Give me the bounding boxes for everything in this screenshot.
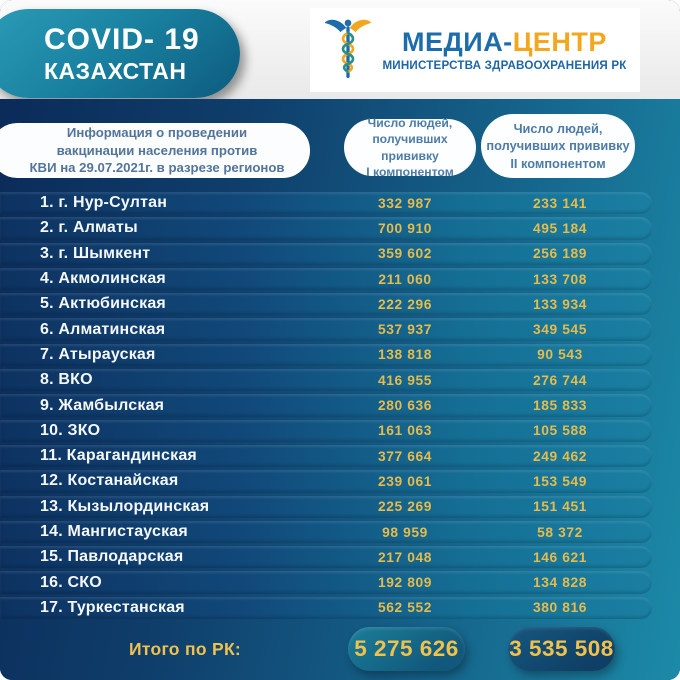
info-note-line3: КВИ на 29.07.2021г. в разрезе регионов xyxy=(29,160,285,176)
second-dose-value: 495 184 xyxy=(532,220,588,236)
total-second-value: 3 535 508 xyxy=(509,636,614,662)
first-dose-value: 416 955 xyxy=(377,372,433,388)
second-dose-value: 105 588 xyxy=(532,423,588,439)
second-dose-value: 58 372 xyxy=(537,524,583,540)
logo-text xyxy=(382,26,627,72)
table-row xyxy=(0,217,652,239)
second-dose-value: 185 833 xyxy=(532,398,588,414)
region-table xyxy=(0,192,680,619)
info-note-line1: Информация о проведении xyxy=(66,125,248,141)
region-name: 14. Мангистауская xyxy=(40,523,188,540)
covid-badge-title: COVID- 19 xyxy=(44,23,200,57)
region-name: 7. Атырауская xyxy=(40,345,156,363)
column-header-second-component xyxy=(481,114,635,178)
first-dose-value: 377 664 xyxy=(377,448,433,464)
second-dose-value: 233 141 xyxy=(532,195,588,211)
table-row xyxy=(0,521,652,543)
second-dose-value: 249 462 xyxy=(532,448,588,464)
table-body xyxy=(0,99,680,680)
first-dose-value: 332 987 xyxy=(377,195,433,211)
region-name: 5. Актюбинская xyxy=(40,295,166,313)
table-row xyxy=(0,344,652,366)
first-dose-value: 562 552 xyxy=(377,600,433,616)
logo-title-orange: ЦЕНТР xyxy=(512,26,607,57)
second-dose-value: 153 549 xyxy=(532,473,588,489)
second-dose-value: 380 816 xyxy=(532,600,588,616)
second-dose-value: 90 543 xyxy=(537,347,583,363)
first-dose-value: 138 818 xyxy=(377,347,433,363)
first-dose-value: 239 061 xyxy=(377,473,433,489)
region-name: 10. ЗКО xyxy=(40,421,101,439)
region-name: 3. г. Шымкент xyxy=(40,244,151,262)
first-dose-value: 211 060 xyxy=(378,271,432,287)
region-name: 15. Павлодарская xyxy=(40,548,184,566)
first-dose-value: 537 937 xyxy=(377,322,433,338)
logo-title xyxy=(402,26,607,57)
col2-line3: II компонентом xyxy=(510,155,606,171)
table-row xyxy=(0,597,652,619)
table-row xyxy=(0,420,652,442)
info-note-line2: вакцинации населения против xyxy=(56,142,258,158)
region-name: 16. СКО xyxy=(40,573,102,591)
table-row xyxy=(0,268,652,290)
covid-badge xyxy=(0,9,240,98)
table-row xyxy=(0,243,652,265)
table-row xyxy=(0,546,652,568)
table-row xyxy=(0,496,652,518)
region-name: 4. Акмолинская xyxy=(40,270,166,288)
col2-line1: Число людей, xyxy=(513,121,603,137)
region-name: 9. Жамбылская xyxy=(40,396,165,414)
region-name: 17. Туркестанская xyxy=(40,598,185,616)
first-dose-value: 359 602 xyxy=(377,246,433,262)
first-dose-value: 217 048 xyxy=(377,549,433,565)
logo-subtitle: МИНИСТЕРСТВА ЗДРАВООХРАНЕНИЯ РК xyxy=(382,58,627,72)
caduceus-icon xyxy=(323,16,373,85)
region-name: 2. г. Алматы xyxy=(40,219,138,237)
first-dose-value: 280 636 xyxy=(377,398,433,414)
region-name: 13. Кызылординская xyxy=(40,497,210,515)
total-row xyxy=(0,622,680,676)
table-row xyxy=(0,470,652,492)
second-dose-value: 349 545 xyxy=(532,322,588,338)
info-note xyxy=(0,123,310,178)
second-dose-value: 151 451 xyxy=(532,499,588,515)
second-dose-value: 133 708 xyxy=(532,271,588,287)
region-name: 11. Карагандинская xyxy=(40,447,197,465)
second-dose-value: 146 621 xyxy=(532,549,588,565)
table-row xyxy=(0,571,652,593)
region-name: 12. Костанайская xyxy=(40,472,179,490)
first-dose-value: 222 296 xyxy=(377,296,433,312)
logo-title-blue: МЕДИА- xyxy=(402,26,513,57)
second-dose-value: 133 934 xyxy=(532,296,588,312)
first-dose-value: 700 910 xyxy=(377,220,433,236)
col1-line3: I компонентом xyxy=(366,164,454,179)
table-header xyxy=(0,99,680,192)
col1-line2: получивших прививку xyxy=(372,132,448,163)
first-dose-value: 161 063 xyxy=(377,423,433,439)
region-name: 6. Алматинская xyxy=(40,320,166,338)
first-dose-value: 98 959 xyxy=(382,524,428,540)
table-row xyxy=(0,394,652,416)
total-label: Итого по РК: xyxy=(128,638,242,659)
media-center-logo xyxy=(310,8,640,92)
region-name: 8. ВКО xyxy=(40,371,93,389)
table-row xyxy=(0,318,652,340)
total-first-pill xyxy=(348,627,465,671)
top-bar xyxy=(0,0,680,99)
first-dose-value: 192 809 xyxy=(377,575,433,591)
col1-line1: Число людей, xyxy=(367,115,453,130)
first-dose-value: 225 269 xyxy=(377,499,433,515)
region-name: 1. г. Нур-Султан xyxy=(40,194,168,212)
second-dose-value: 276 744 xyxy=(532,372,588,388)
total-first-value: 5 275 626 xyxy=(354,636,459,662)
second-dose-value: 256 189 xyxy=(532,246,588,262)
table-row xyxy=(0,369,652,391)
second-dose-value: 134 828 xyxy=(532,575,588,591)
col2-line2: получивших прививку xyxy=(486,138,630,154)
table-row xyxy=(0,293,652,315)
table-row xyxy=(0,445,652,467)
table-row xyxy=(0,192,652,214)
total-second-pill xyxy=(508,627,615,671)
covid-badge-subtitle: КАЗАХСТАН xyxy=(44,57,187,84)
column-header-first-component xyxy=(344,115,476,179)
